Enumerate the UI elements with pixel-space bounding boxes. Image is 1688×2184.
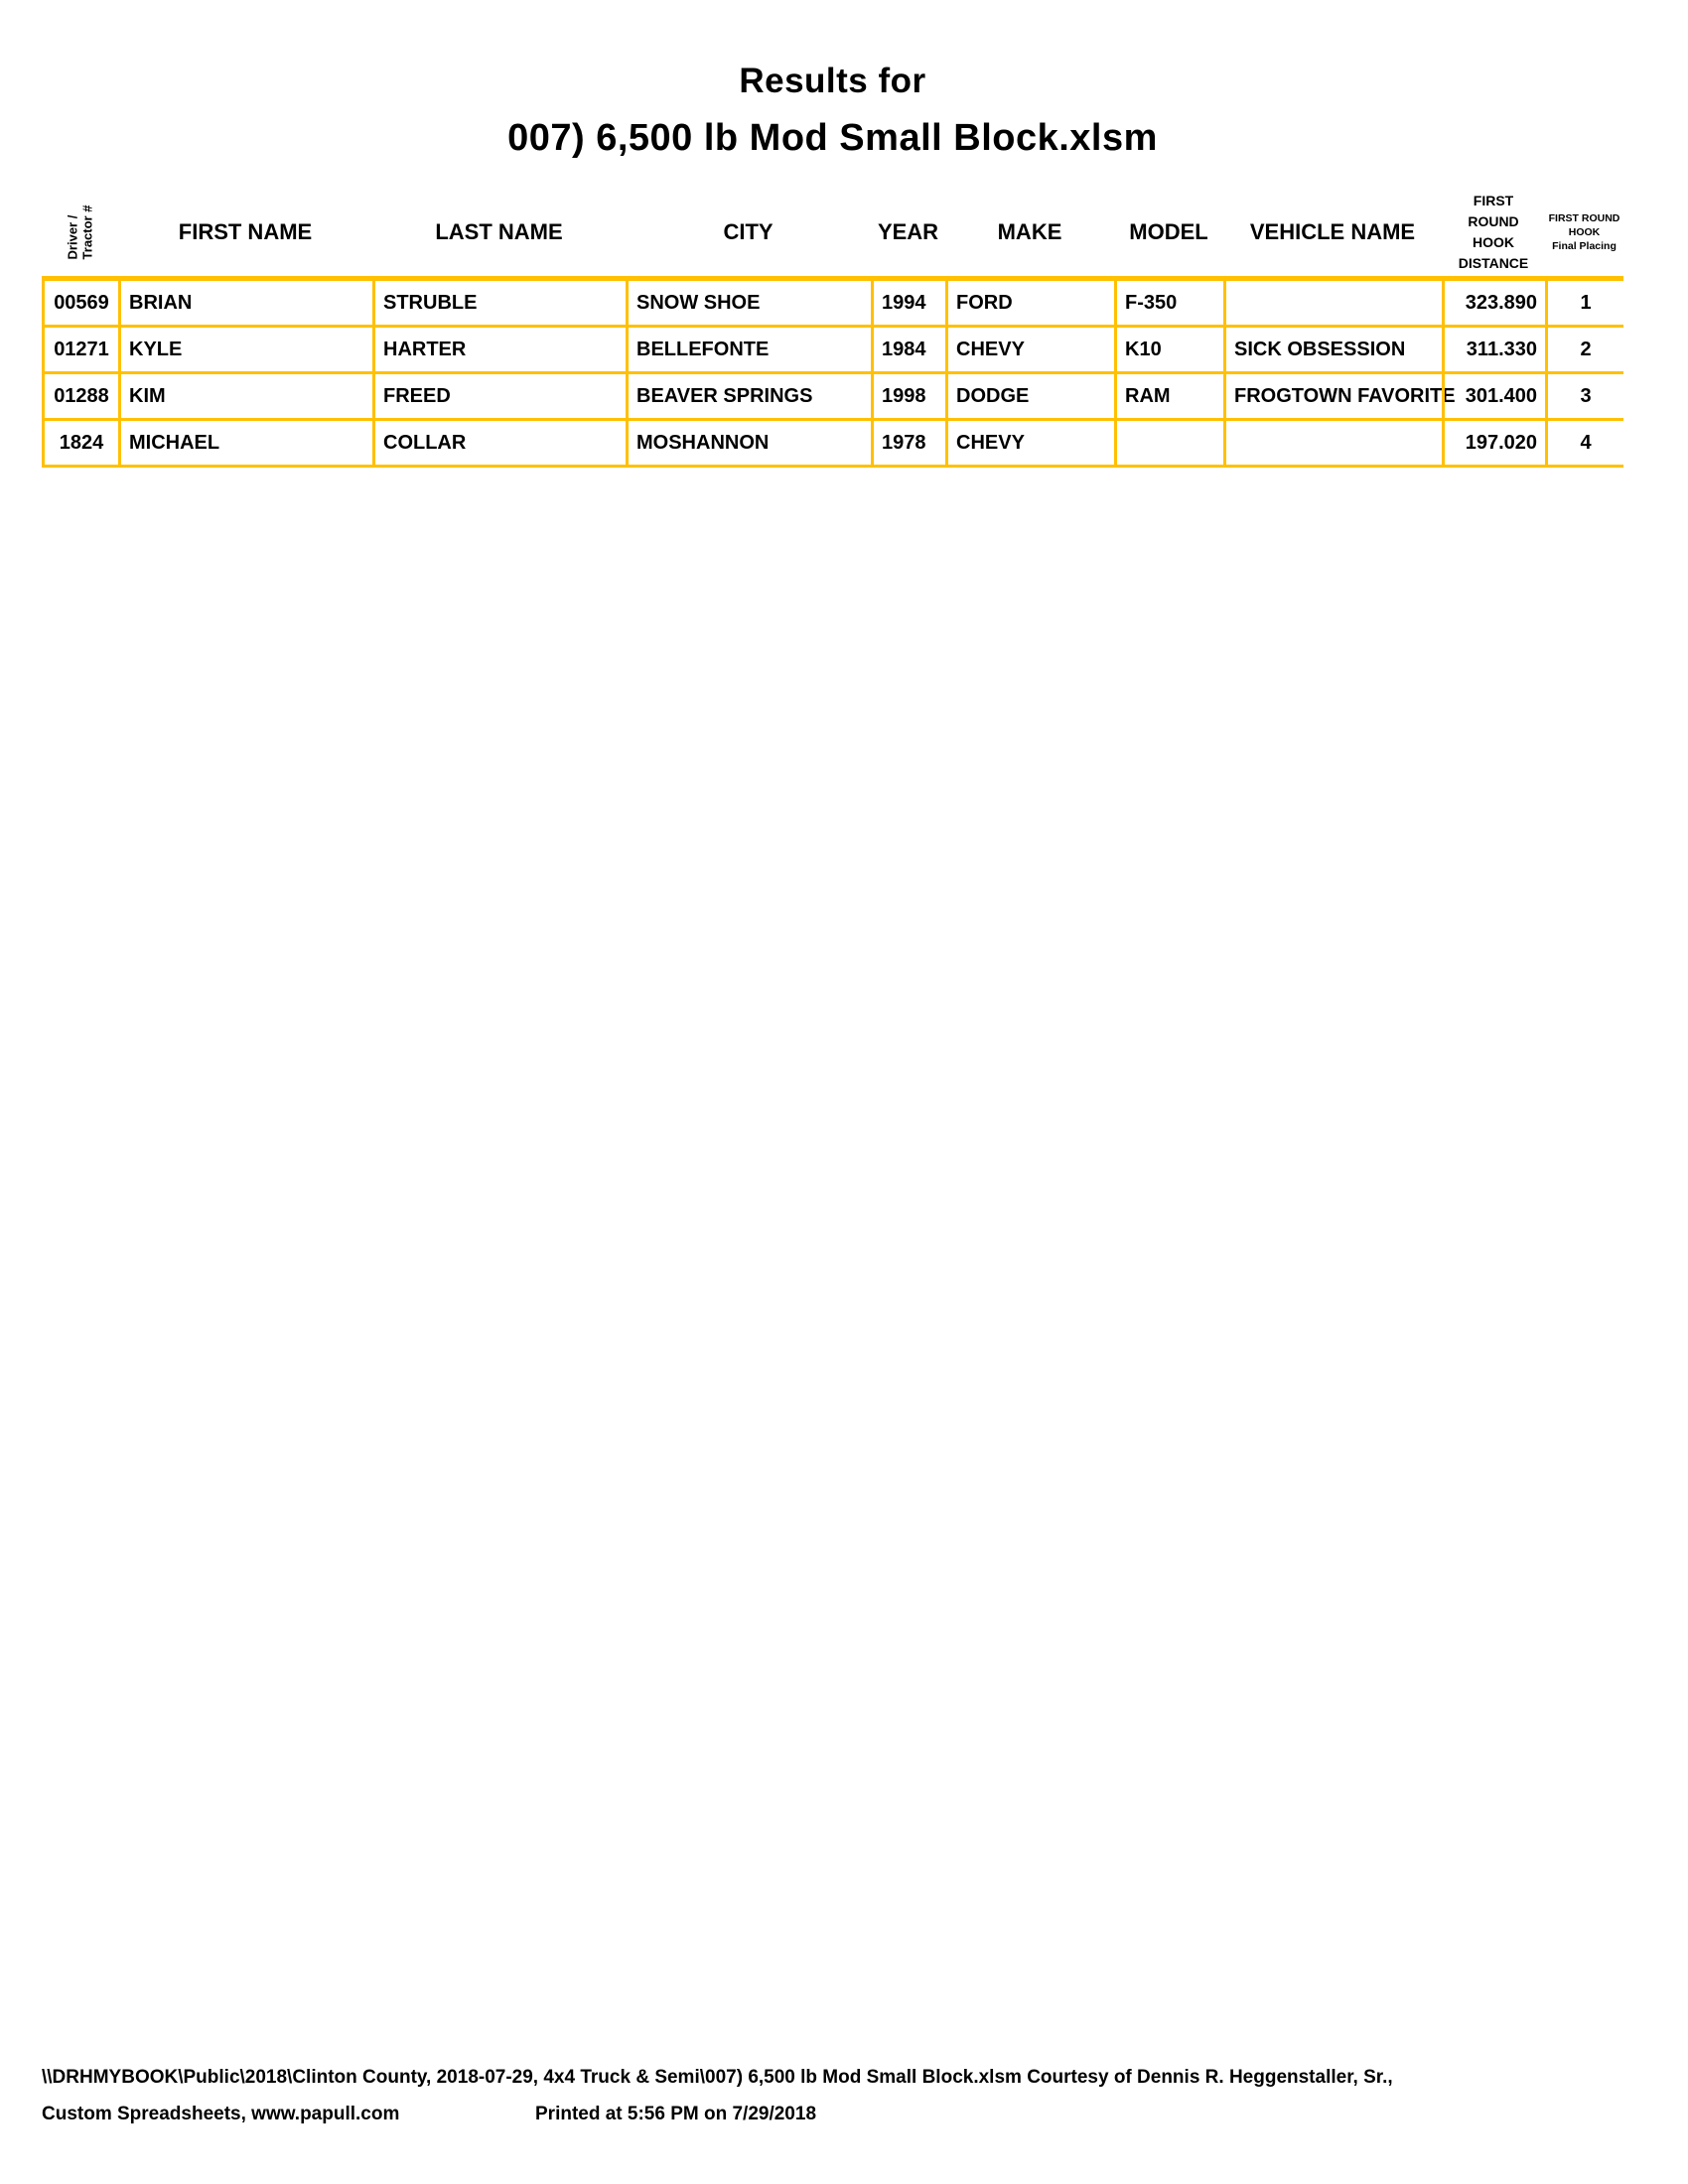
cell-driver-tractor: 01271 [42,328,118,371]
cell-driver-tractor: 1824 [42,421,118,465]
table-row [42,328,1623,374]
cell-first-name: MICHAEL [118,421,372,465]
table-body [42,276,1623,468]
cell-model [1114,421,1223,465]
footer-file-path: \\DRHMYBOOK\Public\2018\Clinton County, 2018-07-29, 4x4 Truck & Semi\007) 6,500 lb Mod Small Block.xlsm Courtesy of Dennis R. Heggenstaller, Sr., [42,2067,1393,2088]
table-header-row [42,189,1623,276]
cell-final-placing: 1 [1545,281,1623,325]
header-model: MODEL [1129,219,1208,244]
title-results-for: Results for [739,62,926,100]
header-make: MAKE [997,219,1062,244]
cell-vehicle-name: SICK OBSESSION [1223,328,1442,371]
cell-year: 1984 [871,328,945,371]
cell-make: CHEVY [945,421,1114,465]
cell-vehicle-name [1223,281,1442,325]
cell-hook-distance: 311.330 [1442,328,1545,371]
cell-model: RAM [1114,374,1223,418]
header-year: YEAR [877,219,939,244]
cell-vehicle-name [1223,421,1442,465]
cell-last-name: STRUBLE [372,281,626,325]
cell-first-name: KIM [118,374,372,418]
cell-final-placing: 4 [1545,421,1623,465]
header-first-round-hook-distance: FIRST ROUND HOOK DISTANCE [1458,193,1529,271]
cell-city: BELLEFONTE [626,328,871,371]
cell-hook-distance: 197.020 [1442,421,1545,465]
header-driver-tractor-text: Driver / Tractor # [65,205,95,260]
cell-model: F-350 [1114,281,1223,325]
cell-make: CHEVY [945,328,1114,371]
footer-line2 [42,2104,1680,2127]
table-row [42,281,1623,328]
cell-city: MOSHANNON [626,421,871,465]
cell-make: FORD [945,281,1114,325]
header-city: CITY [723,219,774,244]
cell-first-name: KYLE [118,328,372,371]
footer-credit: Custom Spreadsheets, www.papull.com [42,2104,400,2124]
header-driver-tractor [42,189,118,276]
cell-final-placing: 3 [1545,374,1623,418]
header-first-name: FIRST NAME [178,219,313,244]
results-table [42,189,1623,468]
page-title [42,62,1623,160]
cell-vehicle-name: FROGTOWN FAVORITE [1223,374,1442,418]
header-final-placing: FIRST ROUND HOOK Final Placing [1548,212,1620,252]
footer-printed-timestamp: Printed at 5:56 PM on 7/29/2018 [535,2104,817,2124]
cell-driver-tractor: 01288 [42,374,118,418]
header-vehicle-name: VEHICLE NAME [1249,219,1416,244]
title-class-filename: 007) 6,500 lb Mod Small Block.xlsm [507,117,1158,159]
header-last-name: LAST NAME [435,219,563,244]
cell-hook-distance: 301.400 [1442,374,1545,418]
cell-first-name: BRIAN [118,281,372,325]
cell-last-name: FREED [372,374,626,418]
cell-city: SNOW SHOE [626,281,871,325]
cell-hook-distance: 323.890 [1442,281,1545,325]
cell-last-name: HARTER [372,328,626,371]
cell-model: K10 [1114,328,1223,371]
cell-make: DODGE [945,374,1114,418]
cell-year: 1994 [871,281,945,325]
table-row [42,421,1623,468]
cell-year: 1978 [871,421,945,465]
cell-final-placing: 2 [1545,328,1623,371]
cell-driver-tractor: 00569 [42,281,118,325]
page-footer [42,2067,1680,2127]
cell-year: 1998 [871,374,945,418]
table-row [42,374,1623,421]
cell-city: BEAVER SPRINGS [626,374,871,418]
cell-last-name: COLLAR [372,421,626,465]
